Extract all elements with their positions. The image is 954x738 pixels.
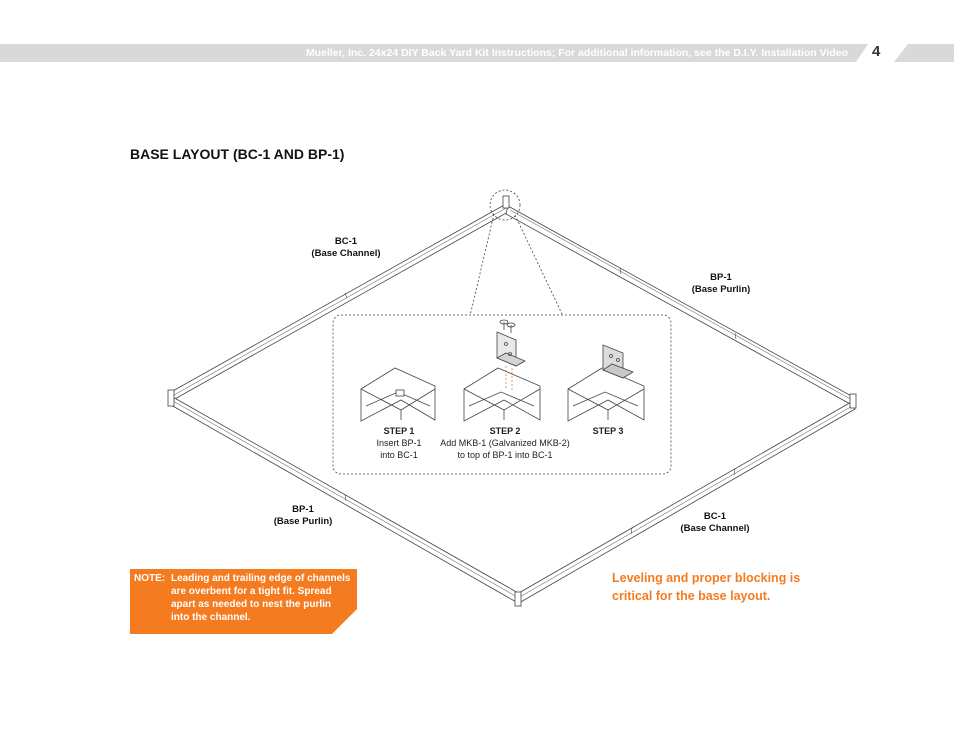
step2-caption (428, 425, 582, 461)
step3-title: STEP 3 (592, 426, 624, 436)
step1-title: STEP 1 (383, 426, 415, 436)
label-bp1-left (253, 504, 353, 528)
note-label: NOTE: (134, 573, 166, 584)
step1-line1: Insert BP-1 (376, 438, 422, 448)
label-bc1-top-code: BC-1 (334, 236, 358, 247)
label-bp1-right-code: BP-1 (710, 272, 732, 283)
step2-title: STEP 2 (489, 426, 521, 436)
step2-line2: to top of BP-1 into BC-1 (457, 450, 553, 460)
label-bc1-top-desc: (Base Channel) (311, 248, 381, 259)
label-bp1-right-desc: (Base Purlin) (691, 284, 751, 295)
label-bp1-right (671, 272, 771, 296)
note-body: Leading and trailing edge of channels are overbent for a tight fit. Spread apart as needed to nest the purlin into the channel. (171, 573, 351, 623)
step3-caption (568, 425, 648, 437)
label-bc1-bottom-code: BC-1 (703, 511, 727, 522)
step2-line1: Add MKB-1 (Galvanized MKB-2) (440, 438, 570, 448)
page-number: 4 (872, 43, 881, 60)
label-bp1-left-code: BP-1 (292, 504, 314, 515)
label-bp1-left-desc: (Base Purlin) (273, 516, 333, 527)
leveling-callout: Leveling and proper blocking is critical for the base layout. (612, 571, 801, 603)
step1-line2: into BC-1 (380, 450, 418, 460)
label-bc1-bottom (665, 511, 765, 535)
header-title: Mueller, Inc. 24x24 DIY Back Yard Kit Instructions; For additional information, see the D.I.Y. Installation Video (305, 47, 848, 59)
section-title: BASE LAYOUT (BC-1 AND BP-1) (130, 146, 345, 162)
label-bc1-bottom-desc: (Base Channel) (680, 523, 750, 534)
label-bc1-top (296, 236, 396, 260)
